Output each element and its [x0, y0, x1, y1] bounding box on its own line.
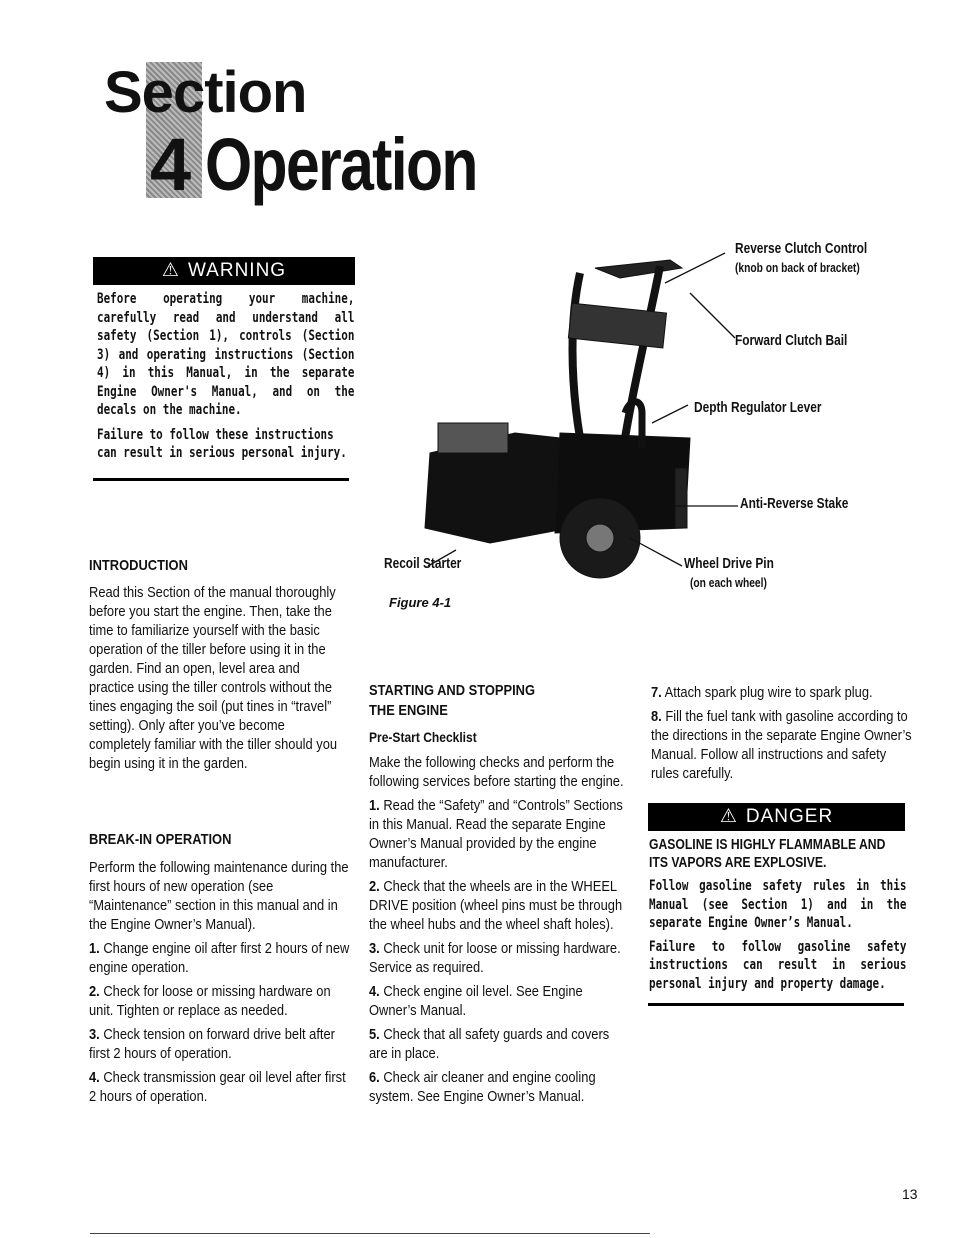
label-depth-regulator: Depth Regulator Lever — [694, 400, 822, 416]
list-item — [369, 1068, 627, 1106]
label-anti-reverse: Anti-Reverse Stake — [740, 496, 849, 512]
list-item — [89, 982, 351, 1020]
list-number: 4. — [89, 1069, 100, 1086]
danger-label: DANGER — [745, 806, 834, 827]
warning-body — [97, 290, 355, 463]
list-number: 7. — [651, 684, 662, 701]
list-item — [89, 1068, 351, 1106]
danger-paragraph: Follow gasoline safety rules in this Manual (see Section 1) and in the separate Engine Owner’s Manual. — [649, 878, 907, 931]
list-text: Attach spark plug wire to spark plug. — [664, 684, 873, 701]
introduction-heading: INTRODUCTION — [89, 557, 188, 574]
list-item — [369, 1025, 627, 1063]
list-text: Check air cleaner and engine cooling system. See Engine Owner’s Manual. — [369, 1069, 596, 1105]
warning-paragraph: Failure to follow these instructions can result in serious personal injury. — [97, 426, 347, 461]
danger-banner — [648, 803, 905, 831]
warning-banner — [93, 257, 355, 285]
list-number: 3. — [89, 1026, 100, 1043]
list-item — [651, 707, 913, 783]
break-in-intro: Perform the following maintenance during the first hours of new operation (see “Maintenance” section in this manual and in the Engine Owner’s Manual). — [89, 859, 349, 933]
list-item — [369, 982, 627, 1020]
label-forward-clutch: Forward Clutch Bail — [735, 333, 848, 349]
list-text: Read the “Safety” and “Controls” Sections in this Manual. Read the separate Engine Owner’s Manual provided by the engine manufacturer. — [369, 797, 623, 871]
label-wheel-drive: Wheel Drive Pin — [684, 556, 774, 572]
break-in-heading: BREAK-IN OPERATION — [89, 831, 232, 848]
starting-body-continued — [651, 683, 913, 783]
list-text: Check that all safety guards and covers are in place. — [369, 1026, 610, 1062]
list-text: Fill the fuel tank with gasoline according to the directions in the separate Engine Owner’s Manual. Follow all instructions and safety rules carefully. — [651, 708, 912, 782]
list-text: Check that the wheels are in the WHEEL DRIVE position (wheel pins must be through the wheel hubs and the wheel shaft holes). — [369, 878, 623, 933]
list-number: 8. — [651, 708, 662, 725]
starting-intro: Make the following checks and perform the following services before starting the engine. — [369, 754, 624, 790]
danger-paragraph: GASOLINE IS HIGHLY FLAMMABLE AND ITS VAPORS ARE EXPLOSIVE. — [649, 837, 886, 871]
divider — [93, 478, 349, 481]
list-item — [651, 683, 913, 702]
list-item — [369, 939, 627, 977]
list-text: Check unit for loose or missing hardware. Service as required. — [369, 940, 621, 976]
list-number: 5. — [369, 1026, 380, 1043]
warning-paragraph: Before operating your machine, carefully read and understand all safety (Section 1), controls (Section 3) and operating instructions (Section 4) in this Manual, in the separate Engine Owner's Manual, and on the decals on the machine. — [97, 291, 355, 418]
list-number: 2. — [89, 983, 100, 1000]
figure-caption: Figure 4-1 — [389, 595, 452, 610]
label-reverse-clutch-note: (knob on back of bracket) — [735, 261, 860, 275]
break-in-body — [89, 858, 351, 1106]
pre-start-subheading: Pre-Start Checklist — [369, 729, 477, 745]
list-text: Check transmission gear oil level after first 2 hours of operation. — [89, 1069, 346, 1105]
introduction-body: Read this Section of the manual thoroughly before you start the engine. Then, take the time to familiarize yourself with the basic operation of the tiller before using it in the garden. Find an open, level area and practice using the tiller controls without the tines engaging the soil (put tines in “travel” setting). Only after you’ve become completely familiar with the tiller should you begin using it in the garden. — [89, 584, 338, 772]
list-number: 1. — [89, 940, 100, 957]
list-item — [369, 796, 627, 872]
list-number: 2. — [369, 878, 380, 895]
list-item — [89, 1025, 351, 1063]
divider — [648, 1003, 904, 1006]
list-number: 3. — [369, 940, 380, 957]
section-number: 4 — [150, 123, 192, 206]
starting-heading-line1: STARTING AND STOPPING — [369, 682, 536, 699]
starting-body — [369, 753, 627, 1106]
warning-label: WARNING — [187, 260, 287, 281]
list-number: 6. — [369, 1069, 380, 1086]
list-item — [89, 939, 351, 977]
footer-rule — [90, 1233, 650, 1234]
section-word: Section — [104, 60, 307, 125]
list-item — [369, 877, 627, 934]
list-number: 4. — [369, 983, 380, 1000]
warning-triangle-icon: ⚠ — [719, 806, 738, 827]
page-title: Operation — [205, 123, 477, 206]
label-reverse-clutch: Reverse Clutch Control — [735, 241, 868, 257]
label-recoil-starter: Recoil Starter — [384, 556, 462, 572]
list-text: Check engine oil level. See Engine Owner’s Manual. — [369, 983, 583, 1019]
list-text: Change engine oil after first 2 hours of new engine operation. — [89, 940, 350, 976]
danger-body — [649, 836, 907, 993]
starting-heading-line2: THE ENGINE — [369, 702, 448, 719]
warning-triangle-icon: ⚠ — [161, 260, 180, 281]
label-wheel-drive-note: (on each wheel) — [690, 576, 767, 590]
list-number: 1. — [369, 797, 380, 814]
list-text: Check tension on forward drive belt after first 2 hours of operation. — [89, 1026, 335, 1062]
danger-paragraph: Failure to follow gasoline safety instructions can result in serious personal injury and property damage. — [649, 938, 907, 992]
page-number: 13 — [902, 1186, 918, 1202]
list-text: Check for loose or missing hardware on unit. Tighten or replace as needed. — [89, 983, 331, 1019]
